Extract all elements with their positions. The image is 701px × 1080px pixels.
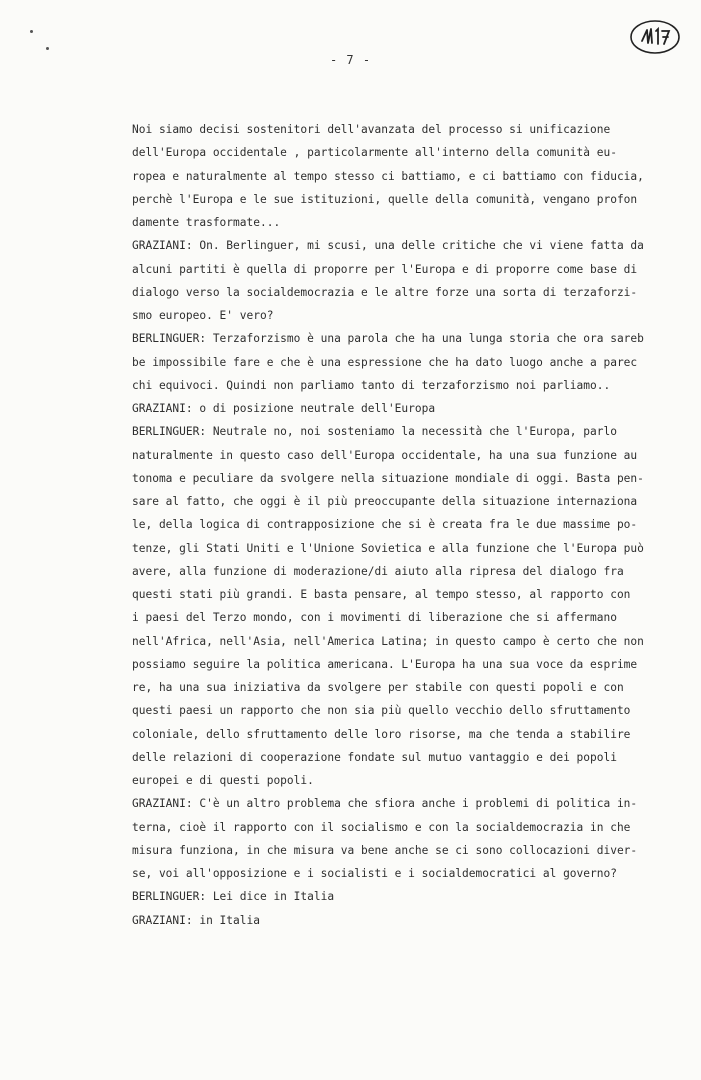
text-line: i paesi del Terzo mondo, con i movimenti di liberazione che si affermano [132, 611, 617, 625]
text-line: GRAZIANI: in Italia [132, 913, 260, 927]
text-line: delle relazioni di cooperazione fondate sul mutuo vantaggio e dei popoli [132, 750, 617, 764]
archive-stamp [628, 18, 682, 56]
text-line: alcuni partiti è quella di proporre per l'Europa e di proporre come base di [132, 262, 638, 276]
text-line: GRAZIANI: C'è un altro problema che sfiora anche i problemi di politica in- [132, 797, 638, 811]
text-line: se, voi all'opposizione e i socialisti e i socialdemocratici al governo? [132, 867, 617, 880]
text-line: avere, alla funzione di moderazione/di aiuto alla ripresa del dialogo fra [132, 564, 624, 578]
text-line: dell'Europa occidentale , particolarmente all'interno della comunità eu- [132, 146, 617, 160]
text-line: tonoma e peculiare da svolgere nella situazione mondiale di oggi. Basta pen- [132, 471, 644, 485]
text-line: naturalmente in questo caso dell'Europa occidentale, ha una sua funzione au [132, 448, 638, 462]
text-line: misura funziona, in che misura va bene anche se ci sono collocazioni diver- [132, 843, 638, 857]
text-line: nell'Africa, nell'Asia, nell'America Latina; in questo campo è certo che non [132, 634, 644, 648]
text-line: sare al fatto, che oggi è il più preoccupante della situazione internaziona [132, 495, 638, 508]
paper-speck [46, 47, 49, 50]
stamp-circle-icon [628, 18, 682, 56]
text-line: questi stati più grandi. E basta pensare, al tempo stesso, al rapporto con [132, 588, 631, 601]
text-line: smo europeo. E' vero? [132, 309, 274, 322]
text-line: dialogo verso la socialdemocrazia e le altre forze una sorta di terzaforzi- [132, 285, 638, 299]
text-line: GRAZIANI: o di posizione neutrale dell'Europa [132, 402, 436, 415]
text-line: chi equivoci. Quindi non parliamo tanto di terzaforzismo noi parliamo.. [132, 378, 611, 392]
text-line: terna, cioè il rapporto con il socialismo e con la socialdemocrazia in che [132, 820, 631, 834]
text-line: damente trasformate... [132, 216, 281, 229]
text-line: Noi siamo decisi sostenitori dell'avanzata del processo si unificazione [132, 123, 611, 136]
text-line: ropea e naturalmente al tempo stesso ci battiamo, e ci battiamo con fiducia, [132, 169, 644, 183]
text-line: le, della logica di contrapposizione che si è creata fra le due massime po- [132, 518, 638, 532]
text-line: BERLINGUER: Terzaforzismo è una parola che ha una lunga storia che ora sareb [132, 332, 644, 346]
text-line: perchè l'Europa e le sue istituzioni, quelle della comunità, vengano profon [132, 192, 638, 206]
text-line: be impossibile fare e che è una espressione che ha dato luogo anche a parec [132, 355, 638, 369]
text-line: BERLINGUER: Lei dice in Italia [132, 890, 335, 904]
paper-speck [30, 30, 33, 33]
text-line: possiamo seguire la politica americana. L'Europa ha una sua voce da esprime [132, 657, 638, 671]
text-line: tenze, gli Stati Uniti e l'Unione Sovietica e alla funzione che l'Europa può [132, 541, 644, 555]
transcript-body [132, 118, 672, 932]
text-line: europei e di questi popoli. [132, 774, 314, 787]
text-line: coloniale, dello sfruttamento delle loro risorse, ma che tenda a stabilire [132, 727, 631, 741]
text-line: BERLINGUER: Neutrale no, noi sosteniamo la necessità che l'Europa, parlo [132, 425, 617, 439]
text-line: re, ha una sua iniziativa da svolgere per stabile con questi popoli e con [132, 681, 624, 694]
text-line: GRAZIANI: On. Berlinguer, mi scusi, una delle critiche che vi viene fatta da [132, 239, 644, 253]
page-number: - 7 - [329, 53, 372, 67]
text-line: questi paesi un rapporto che non sia più quello vecchio dello sfruttamento [132, 704, 631, 718]
